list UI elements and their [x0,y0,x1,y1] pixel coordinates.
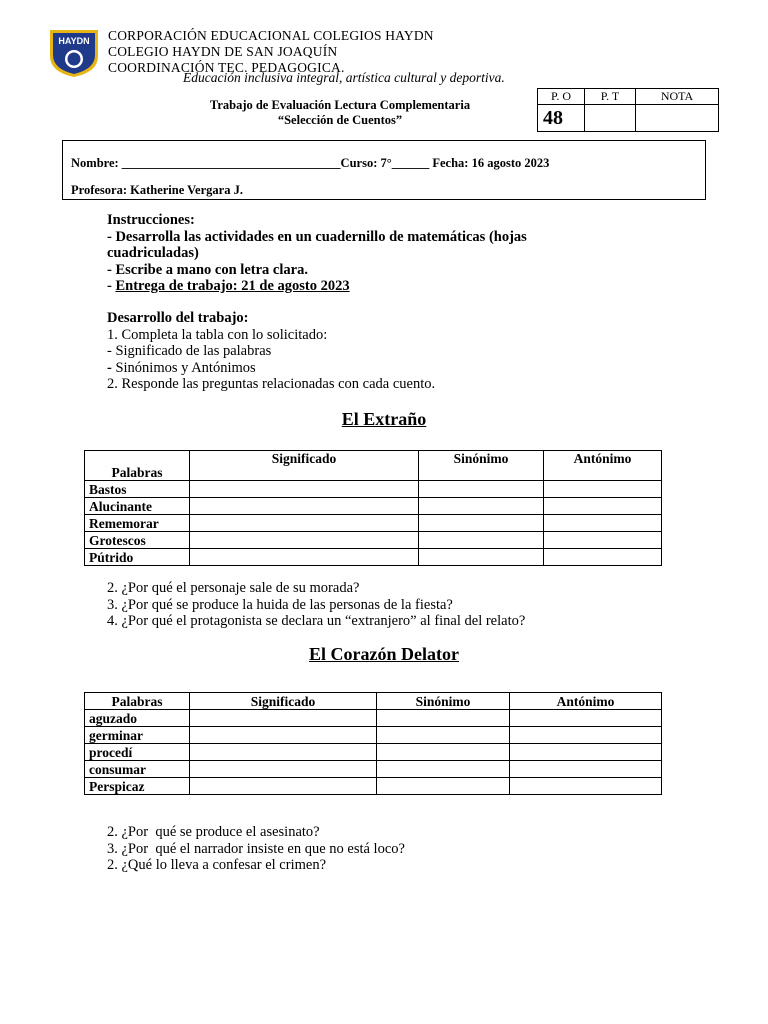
header-dept-line: COORDINACIÓN TEC. PEDAGOGICA. [108,60,345,75]
table-row [85,778,662,795]
table-cell[interactable] [544,481,662,498]
vocab-word: Bastos [85,481,190,498]
table-cell[interactable] [377,710,510,727]
table-cell[interactable] [190,532,419,549]
table-cell[interactable] [190,778,377,795]
table-cell[interactable] [544,498,662,515]
student-info-line: Nombre: ___________________________________Curso: 7°______ Fecha: 16 agosto 2023 [71,156,550,170]
header-org-line: CORPORACIÓN EDUCACIONAL COLEGIOS HAYDN [108,28,434,43]
question-item: 2. ¿Por qué el personaje sale de su morada? [107,580,360,596]
table-cell[interactable] [190,481,419,498]
story1-vocab-table [84,450,662,566]
development [107,310,435,393]
story2-vocab-table [84,692,662,795]
instruction-item: - Entrega de trabajo: 21 de agosto 2023 [107,278,350,294]
table-cell[interactable] [510,778,662,795]
question-item: 2. ¿Por qué se produce el asesinato? [107,824,320,840]
col-header-palabras: Palabras [85,451,190,481]
table-cell[interactable] [544,515,662,532]
table-cell[interactable] [190,744,377,761]
vocab-word: Rememorar [85,515,190,532]
col-header-sinonimo: Sinónimo [377,693,510,710]
vocab-word: procedí [85,744,190,761]
vocab-word: Alucinante [85,498,190,515]
development-heading: Desarrollo del trabajo: [107,310,249,326]
due-date: Entrega de trabajo: 21 de agosto 2023 [115,278,350,294]
table-row [85,710,662,727]
table-row [85,498,662,515]
instructions-heading: Instrucciones: [107,212,195,228]
table-cell[interactable] [544,549,662,566]
table-cell[interactable] [419,515,544,532]
table-cell[interactable] [377,744,510,761]
table-row [85,515,662,532]
col-header-significado: Significado [190,693,377,710]
story2-questions [107,824,405,874]
vocab-word: Perspicaz [85,778,190,795]
table-cell[interactable] [190,727,377,744]
question-item: 2. ¿Qué lo lleva a confesar el crimen? [107,857,327,873]
table-cell[interactable] [190,761,377,778]
question-item: 3. ¿Por qué el narrador insiste en que no está loco? [107,840,405,857]
question-item: 4. ¿Por qué el protagonista se declara un “extranjero” al final del relato? [107,613,526,629]
table-cell[interactable] [377,761,510,778]
col-header-sinonimo: Sinónimo [419,451,544,481]
vocab-word: Grotescos [85,532,190,549]
header-motto: Educación inclusiva integral, artística cultural y deportiva. [183,70,505,85]
table-row [85,481,662,498]
table-row [85,761,662,778]
story1-questions [107,580,525,630]
table-cell[interactable] [190,710,377,727]
document-title: Trabajo de Evaluación Lectura Complementaria [209,98,471,112]
col-header-palabras: Palabras [85,693,190,710]
story2-title: El Corazón Delator [309,644,459,664]
table-cell[interactable] [419,532,544,549]
student-info-box [62,140,706,200]
pt-label: P. T [585,89,636,105]
table-cell[interactable] [510,710,662,727]
development-item: - Significado de las palabras [107,343,272,359]
table-row [85,532,662,549]
table-cell[interactable] [190,498,419,515]
instruction-item: - Desarrolla las actividades en un cuadernillo de matemáticas (hojas [107,228,527,245]
table-row [85,744,662,761]
po-label: P. O [538,89,585,105]
instructions [107,212,527,295]
instruction-item: cuadriculadas) [107,245,199,261]
teacher-line: Profesora: Katherine Vergara J. [71,183,243,197]
instruction-item: - Escribe a mano con letra clara. [107,261,308,278]
table-row [85,727,662,744]
development-item: - Sinónimos y Antónimos [107,359,256,376]
vocab-word: aguzado [85,710,190,727]
col-header-significado: Significado [190,451,419,481]
development-item: 2. Responde las preguntas relacionadas con cada cuento. [107,376,436,392]
table-cell[interactable] [419,481,544,498]
table-cell[interactable] [419,549,544,566]
vocab-word: Pútrido [85,549,190,566]
table-cell[interactable] [510,744,662,761]
grade-box [537,88,719,132]
document-subtitle: “Selección de Cuentos” [277,113,403,127]
development-item: 1. Completa la tabla con lo solicitado: [107,326,328,343]
table-cell[interactable] [510,761,662,778]
po-score: 48 [538,105,585,132]
table-cell[interactable] [377,727,510,744]
table-cell[interactable] [377,778,510,795]
table-cell[interactable] [190,515,419,532]
question-item: 3. ¿Por qué se produce la huida de las personas de la fiesta? [107,596,453,613]
pt-score [585,105,636,132]
story1-title: El Extraño [341,409,427,429]
school-logo [48,28,100,78]
col-header-antonimo: Antónimo [510,693,662,710]
col-header-antonimo: Antónimo [544,451,662,481]
vocab-word: germinar [85,727,190,744]
header-school-line: COLEGIO HAYDN DE SAN JOAQUÍN [108,44,338,59]
nota-score [636,105,719,132]
table-cell[interactable] [544,532,662,549]
vocab-word: consumar [85,761,190,778]
table-cell[interactable] [419,498,544,515]
table-row [85,549,662,566]
svg-text:HAYDN: HAYDN [58,36,90,46]
table-cell[interactable] [510,727,662,744]
table-cell[interactable] [190,549,419,566]
nota-label: NOTA [636,89,719,105]
